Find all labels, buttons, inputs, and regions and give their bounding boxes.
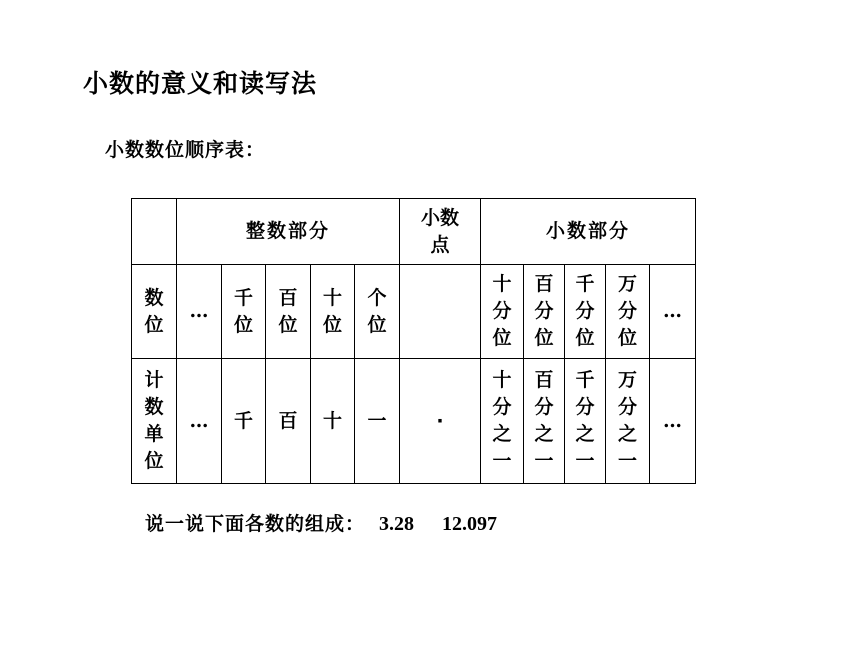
place-value-table [131,198,696,484]
unit-ten: 十 [311,359,355,484]
place-thousandths: 千分位 [565,265,606,359]
unit-tenth: 十分之一 [481,359,524,484]
unit-hundred: 百 [266,359,311,484]
ellipsis-cell: … [177,265,222,359]
ellipsis-cell: … [650,265,696,359]
row-label-unit: 计数单位 [132,359,177,484]
unit-thousandth: 千分之一 [565,359,606,484]
decimal-point-header: 小数点 [400,199,481,265]
example-number: 12.097 [442,513,498,535]
decimal-part-header: 小数部分 [481,199,696,265]
place-ten-thousandths: 万分位 [606,265,650,359]
unit-thousand: 千 [222,359,266,484]
place-tenths: 十分位 [481,265,524,359]
decimal-point-symbol: · [400,359,481,484]
unit-hundredth: 百分之一 [524,359,565,484]
ellipsis-cell: … [650,359,696,484]
page-title: 小数的意义和读写法 [83,69,318,98]
place-tens: 十位 [311,265,355,359]
ellipsis-cell: … [177,359,222,484]
place-hundreds: 百位 [266,265,311,359]
table-caption: 小数数位顺序表： [105,139,266,161]
exercise-text: 说一说下面各数的组成： [145,513,366,535]
corner-cell [132,199,177,265]
exercise-prompt [145,509,497,536]
decimal-point-cell-top [400,265,481,359]
place-ones: 个位 [355,265,400,359]
example-number: 3.28 [379,513,415,535]
unit-one: 一 [355,359,400,484]
row-label-place: 数位 [132,265,177,359]
integer-part-header: 整数部分 [177,199,400,265]
place-hundredths: 百分位 [524,265,565,359]
unit-ten-thousandth: 万分之一 [606,359,650,484]
place-thousands: 千位 [222,265,266,359]
